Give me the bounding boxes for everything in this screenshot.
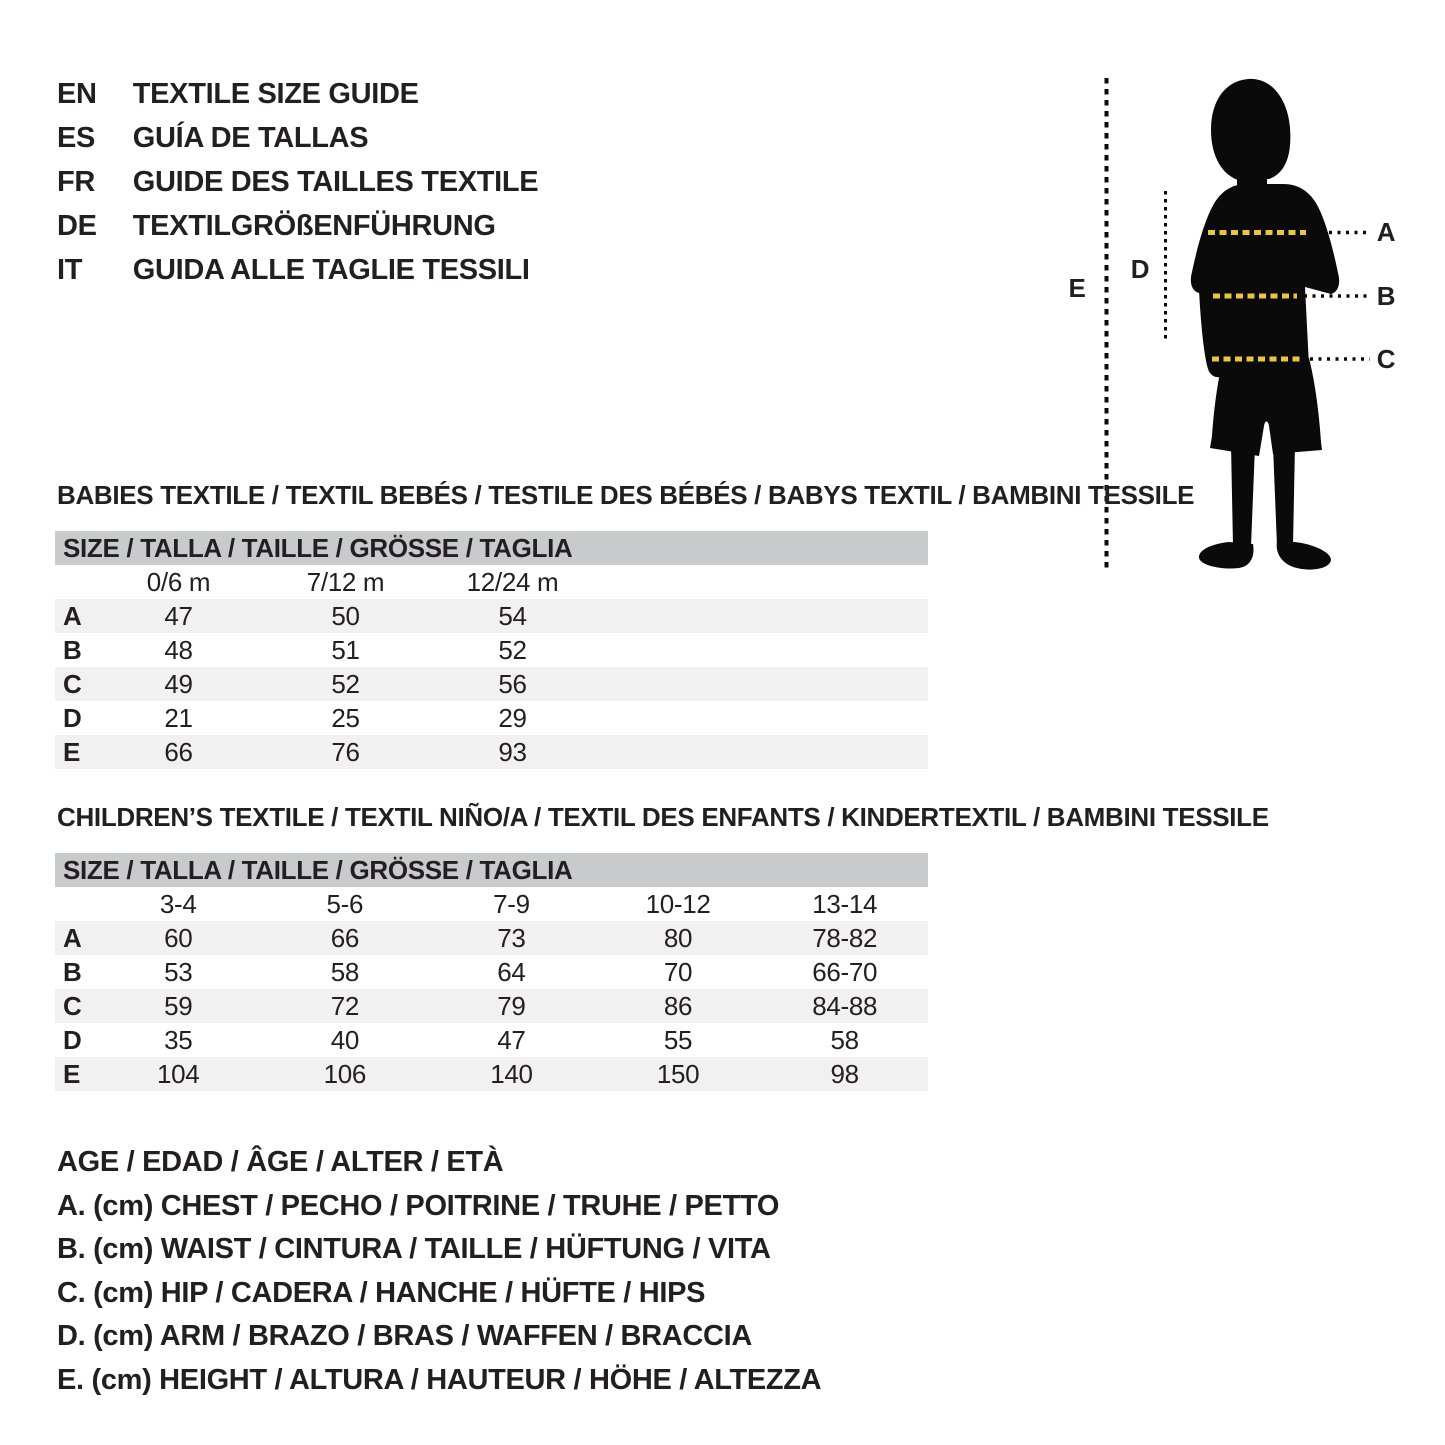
row-label: D (63, 703, 82, 733)
table-cell: 66-70 (812, 957, 878, 987)
children-section-title: CHILDREN’S TEXTILE / TEXTIL NIÑO/A / TEXTIL DES ENFANTS / KINDERTEXTIL / BAMBINI TESSILE (57, 802, 1269, 832)
table-cell: 76 (331, 737, 360, 767)
guide-title-en: TEXTILE SIZE GUIDE (132, 78, 419, 110)
measure-label-a: A (1376, 217, 1396, 247)
language-row-it (57, 248, 538, 292)
legend-hip: C. (cm) HIP / CADERA / HANCHE / HÜFTE / HIPS (57, 1276, 706, 1309)
table-row (55, 599, 928, 633)
table-row (55, 701, 928, 735)
row-label-spacer (55, 565, 95, 599)
table-row (55, 955, 928, 989)
column-header-row (55, 887, 928, 921)
language-list (57, 72, 538, 292)
table-cell: 93 (498, 737, 527, 767)
size-header-bar: SIZE / TALLA / TAILLE / GRÖSSE / TAGLIA (55, 853, 928, 887)
table-cell: 66 (164, 737, 193, 767)
language-code: DE (57, 210, 97, 242)
table-cell: 140 (490, 1059, 533, 1089)
table-cell: 56 (498, 669, 527, 699)
table-row (55, 633, 928, 667)
table-cell: 150 (656, 1059, 700, 1089)
measurement-legend (57, 1141, 821, 1402)
column-header: 0/6 m (146, 567, 211, 597)
column-header: 10-12 (645, 889, 711, 919)
table-cell: 70 (663, 957, 693, 987)
column-header: 12/24 m (466, 567, 559, 597)
column-header: 3-4 (159, 889, 197, 919)
row-label-spacer (55, 887, 95, 921)
table-cell: 80 (663, 923, 693, 953)
language-code: EN (57, 78, 97, 110)
language-code: ES (57, 122, 96, 154)
table-cell: 54 (498, 601, 527, 631)
table-cell: 78-82 (812, 923, 878, 953)
legend-chest: A. (cm) CHEST / PECHO / POITRINE / TRUHE / PETTO (57, 1189, 780, 1222)
table-cell: 21 (164, 703, 193, 733)
table-row (55, 735, 928, 769)
row-label: B (63, 957, 82, 987)
language-row-fr (57, 160, 538, 204)
language-row-de (57, 204, 538, 248)
legend-arm: D. (cm) ARM / BRAZO / BRAS / WAFFEN / BRACCIA (57, 1320, 753, 1352)
language-row-en (57, 72, 538, 116)
legend-height: E. (cm) HEIGHT / ALTURA / HAUTEUR / HÖHE / ALTEZZA (57, 1363, 822, 1396)
table-cell: 35 (164, 1025, 193, 1055)
table-cell: 60 (164, 923, 193, 953)
table-cell: 29 (498, 703, 527, 733)
table-cell: 55 (663, 1025, 693, 1055)
measure-label-b: B (1376, 281, 1396, 311)
table-rows (55, 599, 928, 769)
table-row (55, 989, 928, 1023)
guide-title-de: TEXTILGRÖßENFÜHRUNG (132, 210, 496, 242)
column-header: 13-14 (812, 889, 878, 919)
table-row (55, 1057, 928, 1091)
row-label: E (63, 1059, 81, 1089)
table-cell: 84-88 (812, 991, 878, 1021)
guide-title-it: GUIDA ALLE TAGLIE TESSILI (132, 254, 530, 286)
table-cell: 79 (497, 991, 526, 1021)
children-table-body (55, 887, 928, 1091)
measure-label-e: E (1068, 273, 1086, 303)
table-row (55, 1023, 928, 1057)
table-cell: 58 (330, 957, 359, 987)
measure-label-c: C (1376, 344, 1396, 374)
table-cell: 73 (497, 923, 526, 953)
guide-title-es: GUÍA DE TALLAS (132, 122, 369, 154)
column-header: 7/12 m (306, 567, 385, 597)
table-cell: 72 (330, 991, 359, 1021)
column-header: 7-9 (493, 889, 530, 919)
table-cell: 66 (330, 923, 359, 953)
table-cell: 40 (330, 1025, 359, 1055)
row-label: A (63, 601, 82, 631)
table-cell: 58 (830, 1025, 859, 1055)
row-label: C (63, 669, 82, 699)
babies-table (55, 531, 928, 769)
table-cell: 47 (164, 601, 193, 631)
row-label: A (63, 923, 82, 953)
table-cell: 51 (331, 635, 360, 665)
table-cell: 50 (331, 601, 360, 631)
table-cell: 98 (830, 1059, 859, 1089)
table-cell: 47 (497, 1025, 526, 1055)
row-label: D (63, 1025, 82, 1055)
language-code: IT (57, 254, 83, 286)
row-label: B (63, 635, 82, 665)
language-code: FR (57, 166, 96, 198)
table-cell: 48 (164, 635, 193, 665)
column-header-row (55, 565, 928, 599)
table-rows (55, 921, 928, 1091)
table-cell: 49 (164, 669, 193, 699)
table-cell: 106 (323, 1059, 367, 1089)
table-cell: 25 (331, 703, 360, 733)
language-row-es (57, 116, 538, 160)
table-cell: 52 (331, 669, 360, 699)
guide-title-fr: GUIDE DES TAILLES TEXTILE (132, 166, 539, 198)
measurement-lines (1050, 70, 1445, 590)
column-header: 5-6 (326, 889, 364, 919)
table-cell: 86 (663, 991, 693, 1021)
legend-age: AGE / EDAD / ÂGE / ALTER / ETÀ (57, 1146, 504, 1178)
children-table (55, 853, 928, 1091)
table-cell: 64 (497, 957, 526, 987)
table-cell: 59 (164, 991, 193, 1021)
measure-label-d: D (1130, 254, 1150, 284)
table-cell: 52 (498, 635, 527, 665)
table-cell: 104 (157, 1059, 200, 1089)
size-header-bar: SIZE / TALLA / TAILLE / GRÖSSE / TAGLIA (55, 531, 928, 565)
babies-table-body (55, 565, 928, 769)
legend-waist: B. (cm) WAIST / CINTURA / TAILLE / HÜFTUNG / VITA (57, 1233, 771, 1265)
table-cell: 53 (164, 957, 193, 987)
row-label: C (63, 991, 82, 1021)
table-row (55, 921, 928, 955)
row-label: E (63, 737, 81, 767)
table-row (55, 667, 928, 701)
babies-section-title: BABIES TEXTILE / TEXTIL BEBÉS / TESTILE DES BÉBÉS / BABYS TEXTIL / BAMBINI TESSILE (57, 480, 1195, 510)
